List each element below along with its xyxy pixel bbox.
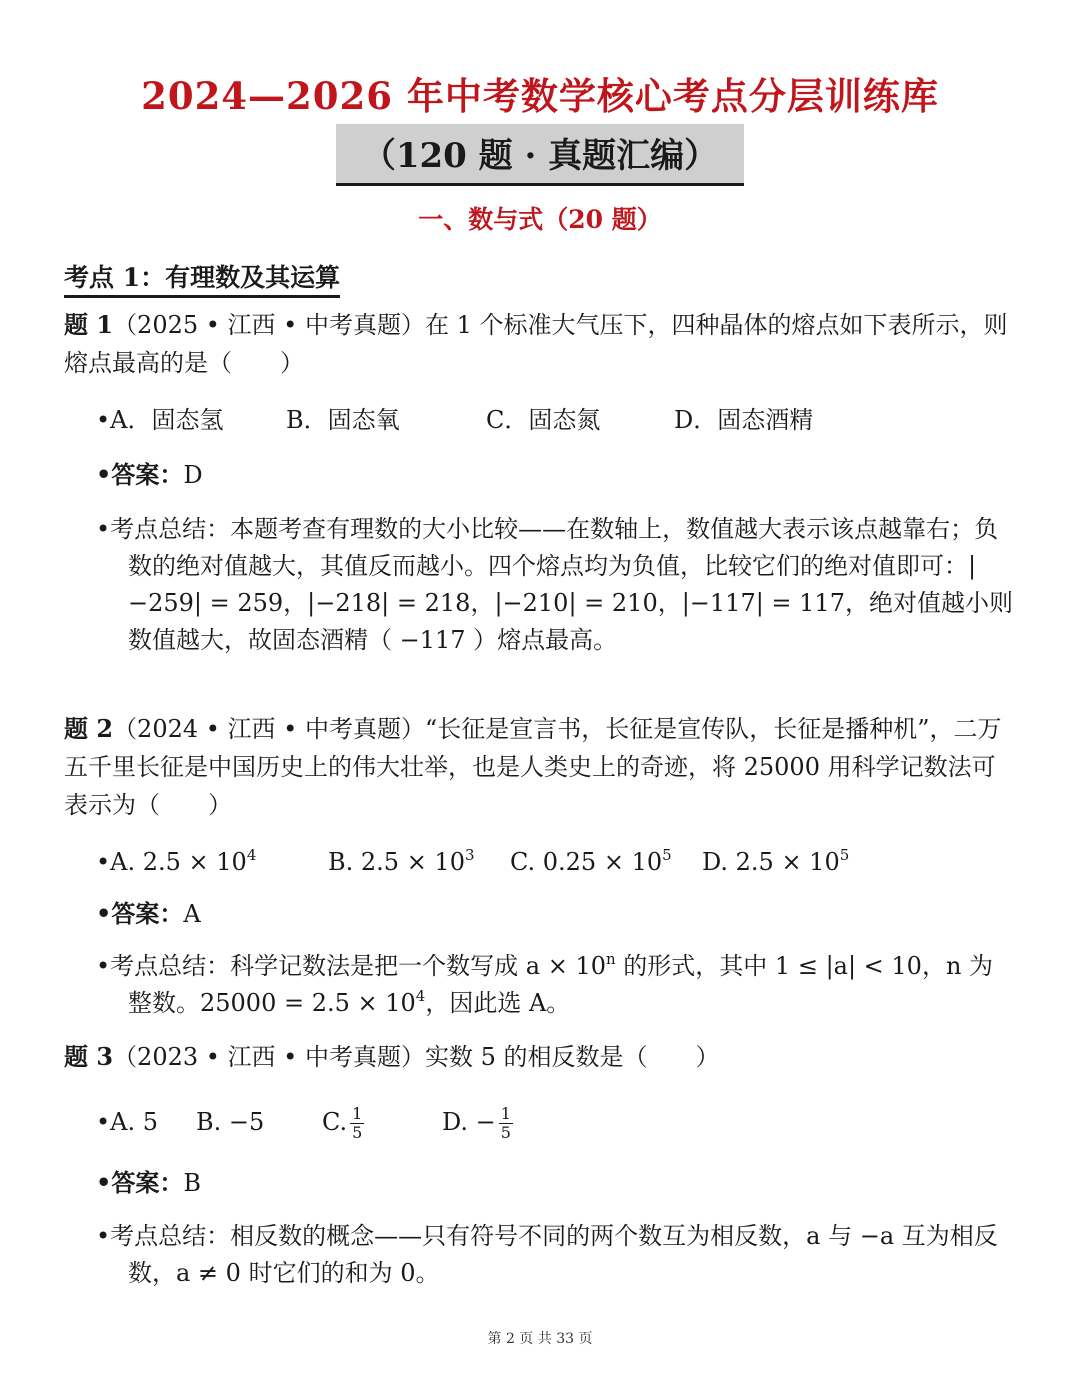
question-1-answer (96, 456, 203, 494)
option-a: •A. 5 (96, 1108, 159, 1136)
question-2-summary (96, 948, 1016, 1022)
summary-text: •考点总结：科学记数法是把一个数写成 $a \times 10^n$ 的形式，其中 1 ≤ |a| < 10，n 为整数。$25000 = 2.5 \times 10^4$，因此选 A。 (96, 950, 994, 1017)
option-b: B. $2.5 \times 10^3$ (328, 846, 475, 876)
question-1-summary (96, 511, 1016, 659)
page-number: 第 2 页 共 33 页 (487, 1331, 593, 1347)
answer-value: D (183, 461, 203, 489)
option-c: C. $0.25 \times 10^5$ (510, 846, 672, 876)
answer-label: •答案： (96, 460, 184, 489)
question-1-options (96, 401, 813, 439)
question-label: 题 2 (64, 714, 114, 743)
section-title: 一、数与式（20 题） (418, 205, 662, 234)
option-b: B. −5 (196, 1108, 265, 1136)
question-1 (64, 306, 1016, 382)
option-b: B．固态氧 (286, 406, 400, 434)
fraction-one-fifth: $\frac{1}{5}$ (352, 1104, 363, 1142)
question-3 (64, 1038, 1016, 1076)
summary-text: •考点总结：相反数的概念——只有符号不同的两个数互为相反数，a 与 −a 互为相反数，a ≠ 0 时它们的和为 0。 (96, 1222, 998, 1287)
option-d: D. $2.5 \times 10^5$ (702, 846, 850, 876)
question-2-options (96, 843, 849, 881)
option-a: •A. $2.5 \times 10^4$ (96, 846, 257, 876)
question-label: 题 3 (64, 1042, 114, 1071)
question-3-answer (96, 1164, 201, 1202)
topic-heading: 考点 1：有理数及其运算 (64, 258, 340, 298)
option-a: •A．固态氢 (96, 406, 224, 434)
option-c: C. $\frac{1}{5}$ (322, 1104, 363, 1142)
question-stem: （2024 • 江西 • 中考真题）“长征是宣言书，长征是宣传队，长征是播种机”，二万五千里长征是中国历史上的伟大壮举，也是人类史上的奇迹，将 25000 用科学记数法可表示为（ ） (64, 715, 1002, 819)
answer-value: B (183, 1169, 201, 1197)
question-3-options (96, 1103, 513, 1142)
question-stem: （2025 • 江西 • 中考真题）在 1 个标准大气压下，四种晶体的熔点如下表所示，则熔点最高的是（ ） (64, 311, 1008, 377)
fraction-one-fifth: $\frac{1}{5}$ (500, 1104, 511, 1142)
subtitle-wrap (0, 124, 1080, 186)
question-stem: （2023 • 江西 • 中考真题）实数 5 的相反数是（ ） (113, 1043, 720, 1071)
question-2-answer (96, 895, 201, 933)
answer-value: A (183, 900, 201, 928)
option-d: D．固态酒精 (674, 406, 814, 434)
question-3-summary (96, 1218, 1016, 1292)
answer-label: •答案： (96, 899, 184, 928)
option-c: C．固态氮 (486, 406, 601, 434)
page-subtitle: （120 题 · 真题汇编） (336, 124, 744, 186)
question-label: 题 1 (64, 310, 114, 339)
option-d: D. − $\frac{1}{5}$ (442, 1104, 511, 1142)
page-title: 2024—2026 年中考数学核心考点分层训练库 (141, 74, 939, 118)
summary-text: •考点总结：本题考查有理数的大小比较——在数轴上，数值越大表示该点越靠右；负数的绝对值越大，其值反而越小。四个熔点均为负值，比较它们的绝对值即可：|−259| = 259，|−218| = 218，|−210| = 210，|−117| = 117，绝对值越小则数值越大，故固态酒精（ −117 ）熔点最高。 (96, 515, 1013, 654)
answer-label: •答案： (96, 1168, 184, 1197)
question-2 (64, 710, 1016, 824)
